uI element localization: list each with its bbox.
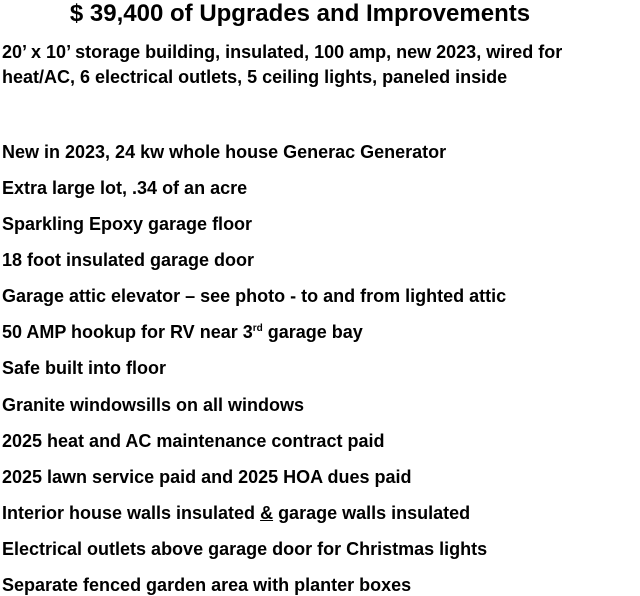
list-item-rv-hookup <box>2 321 363 343</box>
list-item: Extra large lot, .34 of an acre <box>2 178 248 198</box>
list-item: Electrical outlets above garage door for Christmas lights <box>2 539 488 559</box>
list-item: New in 2023, 24 kw whole house Generac Generator <box>2 142 447 162</box>
list-item: Garage attic elevator – see photo - to and from lighted attic <box>2 286 507 306</box>
walls-text: Interior house walls insulated <box>2 503 261 523</box>
list-item: Safe built into floor <box>2 358 166 378</box>
list-item: 2025 heat and AC maintenance contract paid <box>2 431 385 451</box>
rv-hookup-text: 50 AMP hookup for RV near 3 <box>2 322 253 342</box>
ordinal-suffix: rd <box>252 323 263 334</box>
list-item-walls <box>2 502 470 524</box>
page-title: $ 39,400 of Upgrades and Improvements <box>69 0 531 27</box>
list-item: 2025 lawn service paid and 2025 HOA dues paid <box>2 467 412 487</box>
list-item: Granite windowsills on all windows <box>2 395 305 415</box>
storage-building-description: 20’ x 10’ storage building, insulated, 100 amp, new 2023, wired for heat/AC, 6 electrical outlets, 5 ceiling lights, paneled inside <box>2 42 563 87</box>
rv-hookup-text-end: garage bay <box>262 322 363 342</box>
list-item: 18 foot insulated garage door <box>2 250 255 270</box>
walls-text-end: garage walls insulated <box>273 503 471 523</box>
list-item: Sparkling Epoxy garage floor <box>2 214 253 234</box>
list-item: Separate fenced garden area with planter boxes <box>2 575 412 595</box>
underlined-ampersand: & <box>260 503 274 523</box>
